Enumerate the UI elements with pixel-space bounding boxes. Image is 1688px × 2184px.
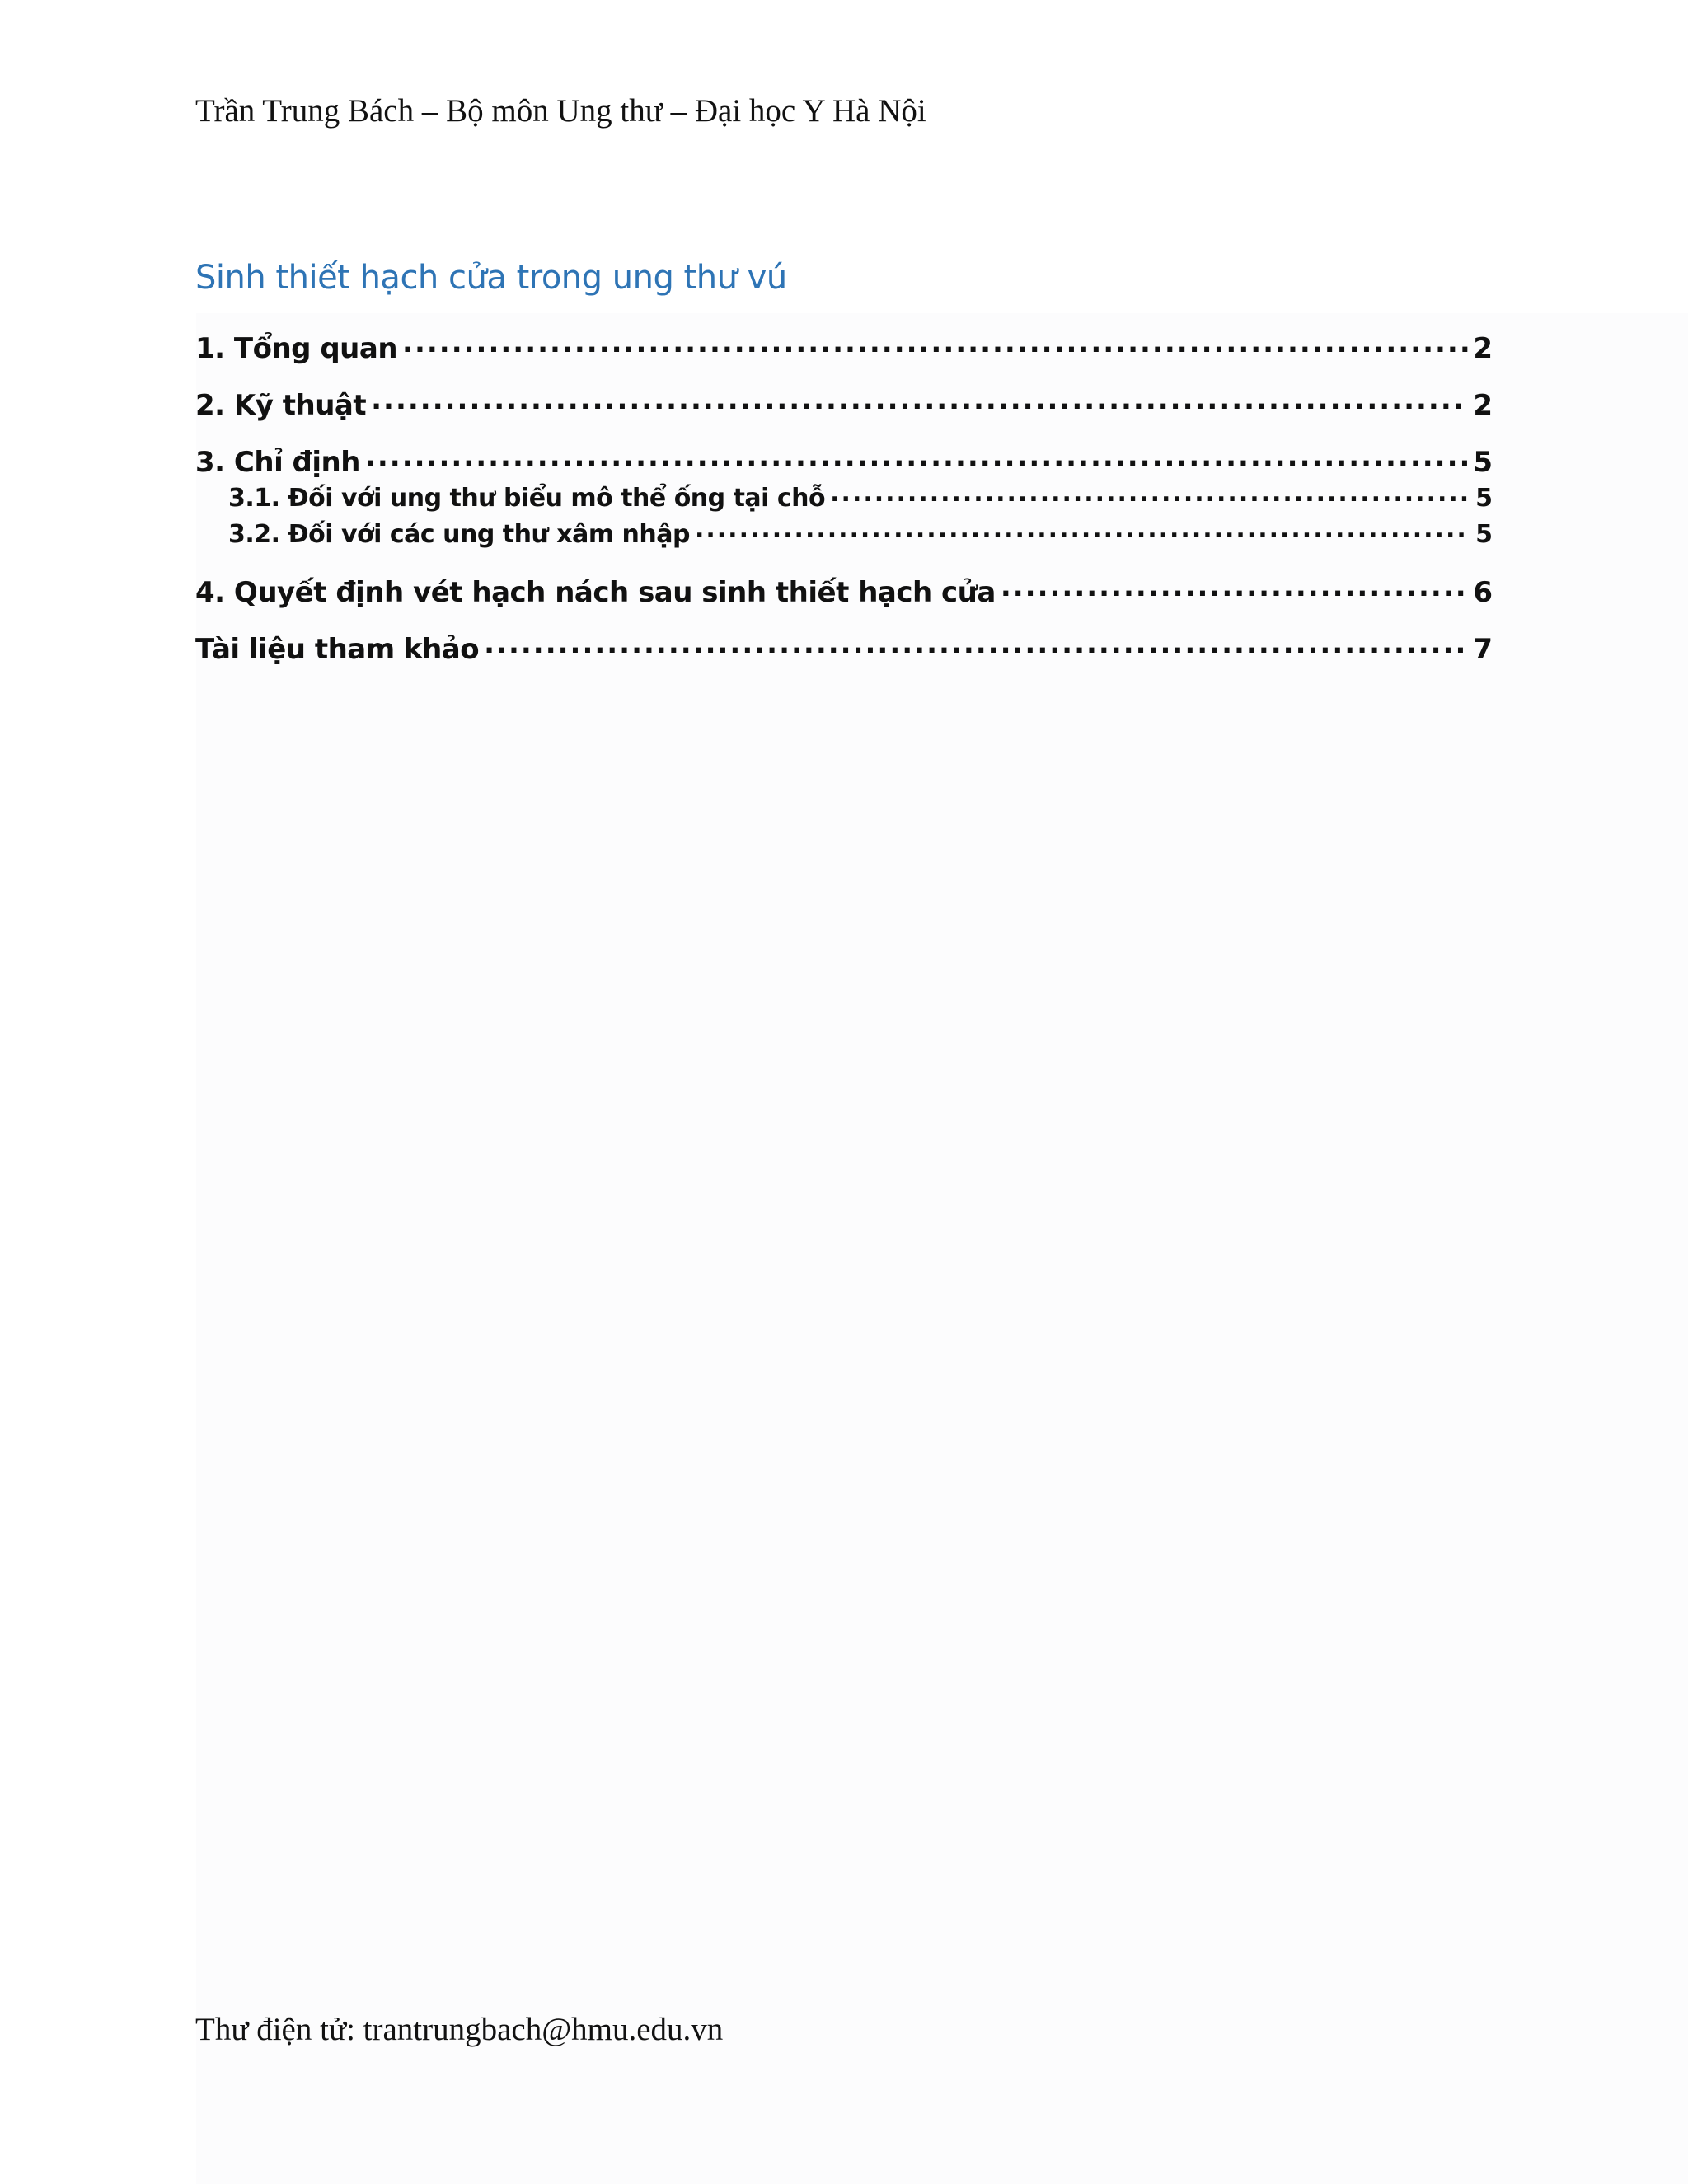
page-header: Trần Trung Bách – Bộ môn Ung thư – Đại học Y Hà Nội — [195, 93, 926, 129]
toc-entry-page: 2 — [1473, 332, 1493, 365]
toc-dot-leader — [695, 518, 1470, 542]
toc-entry-page: 5 — [1475, 520, 1493, 549]
toc-entry-label: 1. Tổng quan — [195, 332, 398, 365]
toc-entry-quyet-dinh[interactable] — [195, 574, 1493, 612]
page-footer: Thư điện tử: trantrungbach@hmu.edu.vn — [195, 2012, 724, 2047]
toc-entry-label: 3. Chỉ định — [195, 446, 360, 479]
toc-entry-chi-dinh[interactable] — [195, 443, 1493, 481]
toc-entry-tai-lieu-tham-khao[interactable] — [195, 630, 1493, 668]
toc-dot-leader — [371, 387, 1468, 415]
toc-dot-leader — [402, 330, 1468, 358]
toc-entry-page: 2 — [1473, 389, 1493, 422]
table-of-contents — [195, 330, 1493, 687]
toc-entry-page: 5 — [1475, 484, 1493, 513]
toc-dot-leader — [484, 630, 1468, 658]
toc-entry-label: Tài liệu tham khảo — [195, 633, 480, 666]
toc-entry-page: 6 — [1473, 576, 1493, 609]
toc-entry-3-2[interactable] — [195, 518, 1493, 554]
toc-entry-ky-thuat[interactable] — [195, 387, 1493, 424]
toc-title: Sinh thiết hạch cửa trong ung thư vú — [195, 259, 787, 297]
toc-entry-tong-quan[interactable] — [195, 330, 1493, 368]
toc-entry-page: 7 — [1473, 633, 1493, 666]
toc-entry-label: 2. Kỹ thuật — [195, 389, 367, 422]
toc-entry-3-1[interactable] — [195, 481, 1493, 518]
toc-entry-page: 5 — [1473, 446, 1493, 479]
toc-dot-leader — [830, 481, 1470, 506]
toc-entry-label: 3.2. Đối với các ung thư xâm nhập — [228, 520, 690, 549]
toc-dot-leader — [1001, 574, 1468, 602]
toc-entry-label: 4. Quyết định vét hạch nách sau sinh thiết hạch cửa — [195, 576, 996, 609]
toc-dot-leader — [365, 443, 1468, 471]
toc-entry-label: 3.1. Đối với ung thư biểu mô thể ống tại chỗ — [228, 484, 826, 513]
